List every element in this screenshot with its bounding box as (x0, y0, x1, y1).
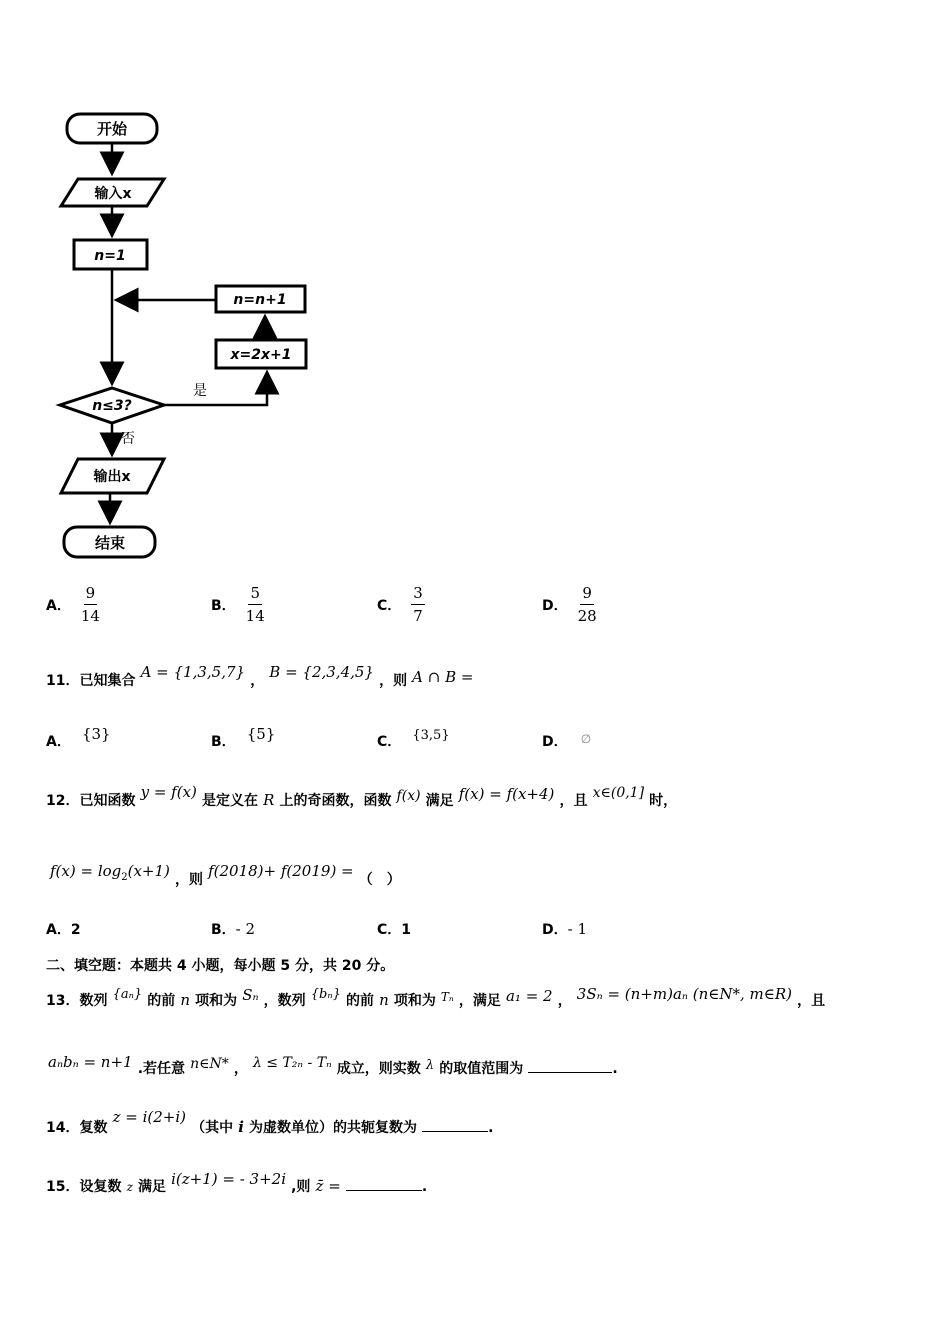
q13-stem-line1: 13．数列 $^{\{a_n\}}$ 的前 n 项和为 Sₙ ，数列 $^{\{b_n\}}$ 的前 n 项和为 $^{T_n}$ ，满足 a₁ = 2 ， 3Sₙ = (n+m)aₙ (n∈N*, m∈R) ，且 (46, 985, 826, 1009)
q11-option-b[interactable]: B． {5} (211, 725, 276, 750)
q10-option-c[interactable]: C． $\frac{3}{7}$ (377, 584, 423, 625)
condition-label: n≤3? (92, 398, 132, 414)
q12-stem-line2: $f(x) = \log_2(x+1)$ ，则 f(2018)+ f(2019) = （ ） (50, 862, 401, 888)
q10-option-b[interactable]: B． $\frac{5}{14}$ (211, 584, 265, 625)
q12-stem-line1: 12．已知函数 y = f(x) 是定义在 R 上的奇函数，函数 f(x) 满足 f(x) = f(x+4) ，且 x∈(0,1] 时， (46, 783, 678, 809)
q14-answer-blank[interactable] (422, 1131, 488, 1132)
q12-option-b[interactable]: B．- 2 (211, 920, 256, 938)
no-label: 否 (121, 431, 135, 447)
q14-stem: 14．复数 z = i(2+i) （其中 i 为虚数单位）的共轭复数为 . (46, 1108, 494, 1136)
q10-option-d[interactable]: D． $\frac{9}{28}$ (542, 584, 597, 625)
update-label: x=2x+1 (230, 347, 292, 363)
q13-answer-blank[interactable] (528, 1072, 612, 1073)
yes-label: 是 (193, 383, 207, 399)
q12-option-a[interactable]: A．2 (46, 922, 81, 938)
end-label: 结束 (94, 534, 126, 552)
output-label: 输出x (93, 469, 131, 485)
input-label: 输入x (94, 186, 132, 202)
flowchart (0, 0, 340, 570)
q12-option-c[interactable]: C．1 (377, 922, 412, 938)
q11-stem: 11．已知集合 A = {1,3,5,7} ， B = {2,3,4,5} ，则 A ∩ B = (46, 663, 474, 689)
q10-option-a[interactable]: A． $\frac{9}{14}$ (46, 584, 100, 625)
section-heading: 二、填空题：本题共 4 小题，每小题 5 分，共 20 分。 (46, 958, 395, 974)
q11-option-a[interactable]: A． {3} (46, 725, 111, 750)
incr-label: n=n+1 (233, 292, 287, 308)
q15-stem: 15．设复数 z 满足 i(z+1) = - 3+2i ,则 z̄ = . (46, 1170, 428, 1195)
q11-option-d[interactable]: D． ∅ (542, 732, 592, 750)
q15-answer-blank[interactable] (346, 1190, 422, 1191)
start-label: 开始 (96, 120, 128, 138)
q12-option-d[interactable]: D．- 1 (542, 920, 588, 938)
init-label: n=1 (94, 248, 126, 264)
q11-option-c[interactable]: C． $^{\{3,5\}}$ (377, 728, 450, 750)
q13-stem-line2: aₙbₙ = n+1 .若任意 n∈N* ， λ ≤ T₂ₙ - Tₙ 成立，则实数 $^\lambda$ 的取值范围为 . (48, 1053, 618, 1077)
